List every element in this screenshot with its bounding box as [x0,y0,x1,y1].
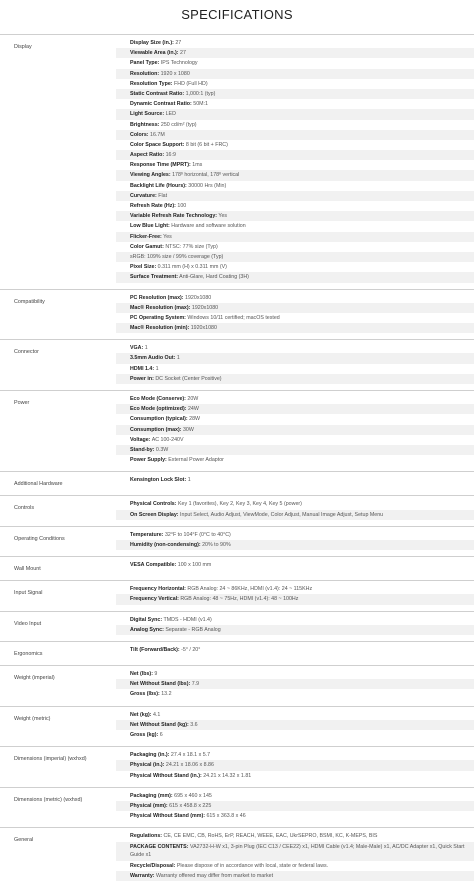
spec-section [0,787,474,828]
spec-row [116,540,474,550]
spec-value: 32°F to 104°F (0°C to 40°C) [163,531,231,538]
section-label: Input Signal [14,590,43,597]
spec-key: Dynamic Contrast Ratio: [130,101,192,108]
spec-value: 24.21 x 14.32 x 1.81 [201,772,252,779]
spec-key: Net Without Stand (kg): [130,721,189,728]
spec-value: 1920 x 1080 [159,70,190,77]
section-rows [116,791,474,822]
spec-row [116,58,474,68]
spec-value: 20W [185,396,199,402]
page-title: SPECIFICATIONS [181,7,293,22]
section-label: Dimensions (metric) (wxhxd) [14,796,83,803]
spec-row [116,89,474,99]
spec-section [0,471,474,495]
spec-section [0,641,474,665]
spec-value: 1 [186,477,191,484]
spec-value: 3.6 [188,721,198,728]
spec-row [116,645,474,655]
spec-row [116,584,474,594]
spec-row [116,730,474,740]
spec-row [116,272,474,282]
spec-key: Colors: [130,131,149,138]
spec-row [116,313,474,323]
spec-row [116,771,474,781]
spec-section [0,289,474,340]
spec-value: 27 [173,40,182,46]
spec-key: Regulations: [130,833,163,840]
spec-key: Physical (in.): [130,762,165,769]
section-rows [116,530,474,550]
spec-section [0,339,474,390]
spec-row [116,120,474,130]
spec-key: Resolution Type: [130,80,173,87]
spec-key: Low Blue Light: [130,223,170,230]
spec-section [0,580,474,610]
spec-section [0,827,474,887]
spec-value: Warranty offered may differ from market to market [154,872,274,879]
spec-value: Yes [217,213,228,220]
spec-key: Frequency Horizontal: [130,586,186,593]
spec-row [116,48,474,58]
spec-section [0,526,474,556]
spec-key: Flicker-Free: [130,233,162,240]
section-label: Compatibility [14,298,45,305]
spec-row [116,530,474,540]
section-rows [116,750,474,781]
section-rows [116,560,474,574]
spec-key: Pixel Size: [130,264,157,271]
section-label: Operating Conditions [14,535,65,542]
spec-key: Response Time (MPRT): [130,162,191,169]
spec-row [116,211,474,221]
spec-key: Aspect Ratio: [130,152,165,159]
spec-value: 615 x 458.8 x 225 [167,802,212,809]
spec-value: 9 [152,671,158,678]
spec-row [116,130,474,140]
spec-key: Light Source: [130,111,165,118]
section-label: Controls [14,505,35,512]
spec-row [116,720,474,730]
spec-row [116,69,474,79]
spec-row [116,232,474,242]
spec-section [0,706,474,747]
spec-row [116,38,474,48]
spec-row [116,170,474,180]
spec-row [116,221,474,231]
spec-value: 8 bit (6 bit + FRC) [184,141,228,148]
spec-key: Physical Without Stand (mm): [130,813,205,820]
spec-row [116,871,474,881]
spec-section [0,611,474,641]
spec-value: Yes [161,233,172,240]
spec-row [116,79,474,89]
section-label: Weight (imperial) [14,675,55,682]
spec-value: 0.3W [154,446,169,453]
spec-row [116,842,474,861]
spec-row [116,669,474,679]
spec-key: Warranty: [130,872,155,879]
spec-value: 6 [158,731,163,738]
section-rows [116,615,474,635]
spec-key: Kensington Lock Slot: [130,477,187,484]
spec-row [116,499,474,509]
spec-row [116,615,474,625]
section-label: Connector [14,349,39,356]
spec-key: PC Resolution (max): [130,294,184,301]
spec-value: Flat [156,192,168,199]
spec-row [116,831,474,841]
spec-key: Temperature: [130,531,164,538]
spec-key: Digital Sync: [130,616,163,623]
spec-key: Brightness: [130,121,160,128]
section-label: Display [14,44,32,50]
spec-row [116,364,474,374]
spec-row [116,303,474,313]
spec-value: 7.9 [190,681,200,688]
spec-table [0,34,474,887]
spec-value: 1 [175,355,180,362]
spec-row [116,242,474,252]
spec-key: Net (kg): [130,711,152,718]
spec-row [116,435,474,445]
section-rows [116,475,474,489]
spec-value: RGB Analog: 48 ~ 75Hz, HDMI (v1.4): 48 ~ 100Hz [178,596,299,603]
spec-row [116,510,474,520]
spec-key: Eco Mode (optimized): [130,406,187,413]
spec-row [116,414,474,424]
spec-value: 30000 Hrs (Min) [186,182,227,189]
spec-value: 250 cd/m² (typ) [159,121,197,128]
spec-row [116,394,474,404]
spec-key: 3.5mm Audio Out: [130,355,176,362]
spec-row [116,594,474,604]
section-label: Video Input [14,620,42,627]
spec-value: 16.7M [148,131,165,138]
spec-row [116,791,474,801]
spec-value: 28W [187,416,201,423]
spec-value: -5° / 20° [179,647,201,654]
section-rows [116,343,474,384]
spec-key: PC Operating System: [130,314,186,321]
spec-value: VA2732-H-W x1, 3-pin Plug (IEC C13 / CEE22) x1, HDMI Cable (v1.4; Male-Male) x1, AC/DC Adapter x1, Quick Start Guide x1 [130,843,465,859]
spec-key: HDMI 1.4: [130,365,155,372]
spec-section [0,746,474,787]
spec-row [116,343,474,353]
spec-value: 30W [181,426,194,433]
spec-key: Gross (lbs): [130,691,160,698]
spec-key: Mac® Resolution (max): [130,304,191,311]
spec-row [116,404,474,414]
spec-key: Analog Sync: [130,626,164,633]
spec-value: 27 [178,50,186,57]
section-rows [116,394,474,465]
spec-row [116,445,474,455]
spec-value: 178º horizontal, 178º vertical [170,172,240,179]
spec-key: Physical Controls: [130,501,177,508]
spec-row [116,353,474,363]
spec-value: 1920x1080 [189,325,217,332]
section-rows [116,584,474,604]
spec-value: LED [164,111,176,118]
spec-value: DC Socket (Center Positive) [153,375,222,382]
spec-value: 24.21 x 18.06 x 8.86 [164,762,214,769]
spec-row [116,861,474,871]
spec-key: Color Gamut: [130,243,164,250]
section-label: Ergonomics [14,651,43,658]
spec-value: Key 1 (favorites), Key 2, Key 3, Key 4, Key 5 (power) [176,501,302,508]
spec-key: Stand-by: [130,446,155,453]
section-rows [116,499,474,520]
spec-key: Power Supply: [130,457,167,464]
spec-value: NTSC: 77% size (Typ) [163,243,218,250]
spec-key: On Screen Display: [130,511,179,518]
spec-section [0,495,474,526]
spec-value: IPS Technology [159,60,198,67]
spec-key: VESA Compatible: [130,562,177,569]
spec-key: Net Without Stand (lbs): [130,681,191,688]
section-label: Weight (metric) [14,715,51,722]
section-label: Additional Hardware [14,481,63,488]
section-label: Dimensions (imperial) (wxhxd) [14,756,87,763]
spec-key: Humidity (non-condensing): [130,542,201,549]
spec-row [116,109,474,119]
spec-key: PACKAGE CONTENTS: [130,843,189,850]
spec-value: 24W [186,406,199,413]
spec-value: Hardware and software solution [169,223,246,230]
spec-value: 27.4 x 18.1 x 5.7 [169,752,211,759]
spec-key: Consumption (typical): [130,416,188,423]
spec-value: 13.2 [159,691,172,698]
spec-value: 1ms [190,162,203,169]
spec-value: RGB Analog: 24 ~ 86KHz, HDMI (v1.4): 24 ~ 115KHz [185,586,313,593]
spec-row [116,140,474,150]
spec-key: Frequency Vertical: [130,596,179,603]
spec-value: AC 100-240V [150,436,184,443]
section-rows [116,710,474,741]
spec-section [0,665,474,706]
spec-value: Please dispose of in accordance with local, state or federal laws. [175,862,329,869]
spec-key: Refresh Rate (Hz): [130,203,176,209]
spec-value: 100 [175,203,187,209]
spec-section [0,390,474,471]
section-label: General [14,837,34,844]
spec-value: Separate - RGB Analog [163,626,221,633]
spec-row [116,99,474,109]
spec-key: Viewable Area (in.): [130,50,179,57]
spec-row [116,252,474,262]
spec-value: CE, CE EMC, CB, RoHS, ErP, REACH, WEEE, EAC, UkrSEPRO, BSMI, KC, K-MEPS, BIS [162,833,378,840]
spec-value: sRGB: 109% size / 99% coverage (Typ) [130,253,224,260]
spec-key: Tilt (Forward/Back): [130,647,180,654]
spec-row [116,374,474,384]
section-rows [116,38,474,283]
spec-row [116,425,474,435]
spec-key: Mac® Resolution (min): [130,325,190,332]
spec-row [116,160,474,170]
spec-value: 1,000:1 (typ) [184,90,216,97]
spec-value: 615 x 363.8 x 46 [205,813,246,820]
spec-value: FHD (Full HD) [172,80,208,87]
spec-section [0,34,474,289]
spec-key: Physical Without Stand (in.): [130,772,202,779]
spec-key: Packaging (mm): [130,792,173,799]
spec-row [116,801,474,811]
spec-row [116,710,474,720]
spec-key: Panel Type: [130,60,160,67]
spec-value: 100 x 100 mm [176,562,212,569]
section-rows [116,831,474,881]
spec-row [116,750,474,760]
spec-key: Static Contrast Ratio: [130,90,185,97]
spec-key: Viewing Angles: [130,172,171,179]
spec-row [116,689,474,699]
spec-value: 0.311 mm (H) x 0.311 mm (V) [156,264,227,271]
section-rows [116,669,474,700]
spec-value: Windows 10/11 certified; macOS tested [185,314,280,321]
spec-row [116,191,474,201]
spec-row [116,323,474,333]
spec-section [0,556,474,580]
section-rows [116,645,474,659]
spec-row [116,150,474,160]
spec-key: Surface Treatment: [130,274,178,281]
spec-row [116,679,474,689]
spec-key: Packaging (in.): [130,752,170,759]
spec-row [116,475,474,485]
section-rows [116,293,474,334]
section-label: Power [14,400,30,406]
spec-key: Physical (mm): [130,802,168,809]
spec-key: Variable Refresh Rate Technology: [130,213,218,220]
spec-key: Net (lbs): [130,671,153,678]
page [0,4,474,887]
spec-row [116,760,474,770]
spec-value: 20% to 90% [200,542,231,549]
spec-row [116,455,474,465]
spec-value: Anti-Glare, Hard Coating (3H) [177,274,249,281]
spec-value: 1 [154,365,159,372]
spec-row [116,262,474,272]
spec-key: Consumption (max): [130,426,182,433]
spec-value: 16:9 [164,152,176,159]
spec-value: 1920x1080 [190,304,219,311]
spec-key: Backlight Life (Hours): [130,182,187,189]
spec-key: Voltage: [130,436,151,443]
spec-row [116,201,474,211]
spec-row [116,181,474,191]
spec-value: TMDS - HDMI (v1.4) [162,616,212,623]
spec-key: Display Size (in.): [130,40,174,46]
spec-row [116,811,474,821]
spec-key: Color Space Support: [130,141,185,148]
section-label: Wall Mount [14,566,41,573]
spec-row [116,560,474,570]
spec-key: Power in: [130,375,154,382]
spec-value: External Power Adaptor [166,457,224,464]
spec-key: Eco Mode (Conserve): [130,396,186,402]
spec-key: Gross (kg): [130,731,159,738]
spec-value: 4.1 [151,711,161,718]
spec-key: Curvature: [130,192,157,199]
spec-row [116,293,474,303]
spec-key: VGA: [130,345,144,352]
spec-row [116,625,474,635]
spec-value: 50M:1 [191,101,209,108]
spec-key: Recycle/Disposal: [130,862,176,869]
spec-value: 695 x 460 x 145 [172,792,212,799]
spec-value: Input Select, Audio Adjust, ViewMode, Color Adjust, Manual Image Adjust, Setup Menu [178,511,384,518]
spec-value: 1920x1080 [183,294,212,301]
spec-value: 1 [143,345,148,352]
spec-key: Resolution: [130,70,160,77]
